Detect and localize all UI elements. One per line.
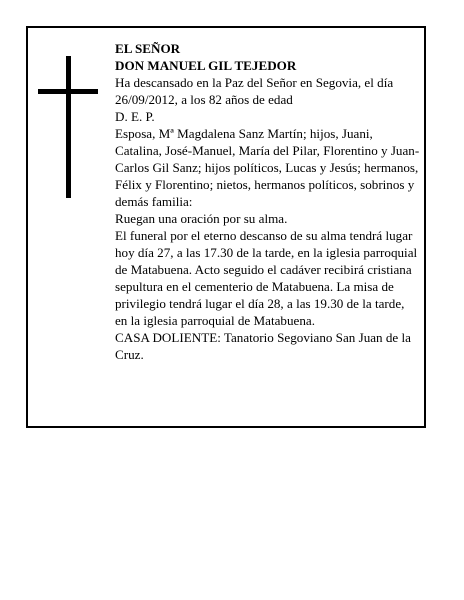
rip-text: D. E. P. [115, 109, 155, 124]
deceased-name: DON MANUEL GIL TEJEDOR [115, 58, 297, 73]
cross-icon [38, 56, 98, 198]
casa-doliente: CASA DOLIENTE: Tanatorio Segoviano San Juan de la Cruz. [115, 330, 411, 362]
obituary-text [115, 40, 420, 363]
death-info: Ha descansado en la Paz del Señor en Segovia, el día 26/09/2012, a los 82 años de edad [115, 75, 394, 107]
family-list: Esposa, Mª Magdalena Sanz Martín; hijos, Juani, Catalina, José-Manuel, María del Pilar, Florentino y Juan-Carlos Gil Sanz; hijos políticos, Lucas y Jesús; hermanos, Félix y Florentino; nietos, hermanos políticos, sobrinos y demás familia: [115, 126, 420, 209]
funeral-details: El funeral por el eterno descanso de su alma tendrá lugar hoy día 27, a las 17.30 de la tarde, en la iglesia parroquial de Matabuena. Acto seguido el cadáver recibirá cristiana sepultura en el cementerio de Matabuena. La misa de privilegio tendrá lugar el día 28, a las 19.30 de la tarde, en la iglesia parroquial de Matabuena. [115, 228, 418, 328]
obituary-notice [26, 26, 426, 428]
title-line-1: EL SEÑOR [115, 41, 181, 56]
cross-horizontal-bar [38, 89, 98, 94]
cross-vertical-bar [66, 56, 71, 198]
prayer-request: Ruegan una oración por su alma. [115, 211, 288, 226]
